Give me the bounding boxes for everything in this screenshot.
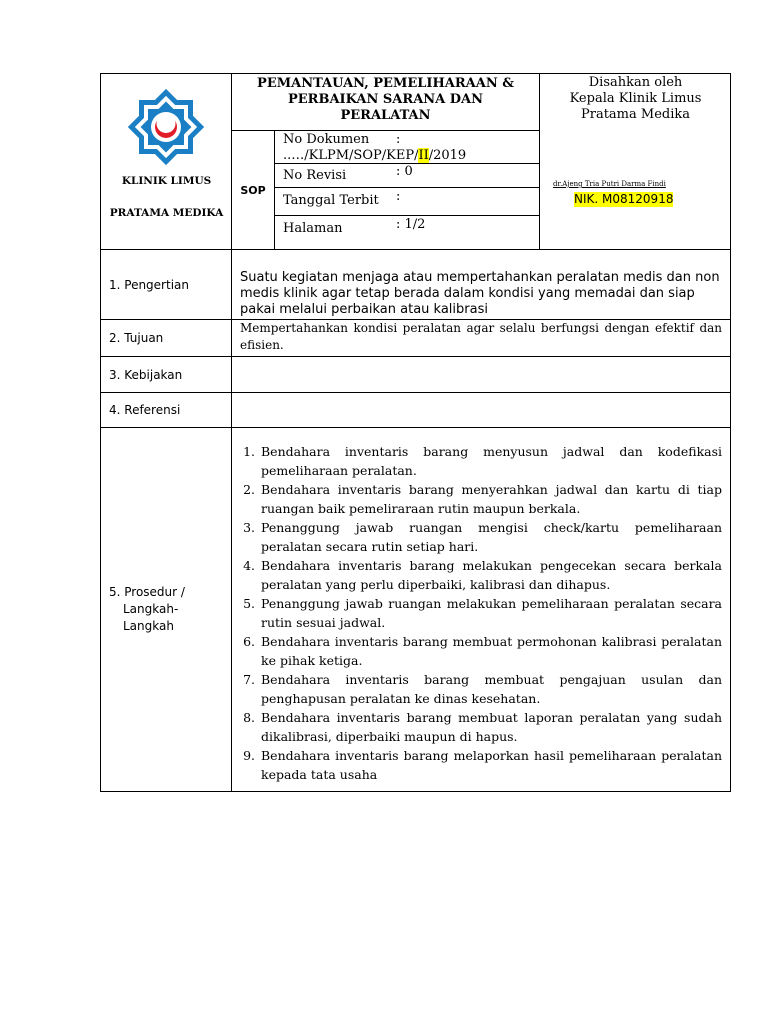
document-fields (275, 131, 540, 250)
procedure-step: 3. Penanggung jawab ruangan mengisi check/kartu pemeliharaan peralatan secara rutin setiap hari. (259, 518, 722, 556)
field-value: : 0 (396, 164, 413, 180)
field-value: : 1/2 (396, 217, 426, 233)
approval-line2: Kepala Klinik Limus (569, 91, 702, 106)
field-tanggal-terbit (275, 188, 539, 216)
section-content-kebijakan (232, 357, 731, 393)
section-content-pengertian: Suatu kegiatan menjaga atau mempertahankan peralatan medis dan non medis klinik agar tetap berada dalam kondisi yang memadai dan siap pakai melalui perbaikan atau kalibrasi (232, 250, 731, 320)
section-content-tujuan: Mempertahankan kondisi peralatan agar selalu berfungsi dengan efektif dan efisien. (232, 320, 731, 357)
sop-label: SOP (232, 131, 275, 250)
field-halaman (275, 216, 539, 247)
field-label: No Revisi (283, 168, 347, 184)
procedure-step: 9. Bendahara inventaris barang melaporkan hasil pemeliharaan peralatan kepada tata usaha (259, 746, 722, 784)
clinic-name-line2: PRATAMA MEDIKA (109, 207, 224, 219)
approval-line1: Disahkan oleh (588, 75, 683, 90)
approval-nik: NIK. M08120918 (574, 192, 674, 206)
section-label-tujuan: 2. Tujuan (101, 320, 232, 357)
field-value: : (396, 189, 401, 205)
clinic-name-line1: KLINIK LIMUS (121, 175, 212, 187)
prosedur-label-line: Langkah- (123, 602, 179, 616)
prosedur-label-line: 5. Prosedur / (109, 585, 185, 599)
procedure-steps-list (238, 442, 722, 784)
field-no-revisi (275, 164, 539, 188)
field-separator: : (396, 132, 401, 148)
procedure-step: 4. Bendahara inventaris barang melakukan pengecekan secara berkala peralatan yang perlu diperbaiki, kalibrasi dan dihapus. (259, 556, 722, 594)
field-label: No Dokumen (283, 132, 370, 148)
field-label: Halaman (283, 221, 343, 237)
field-value-highlight: II (418, 148, 429, 164)
clinic-logo-icon (126, 87, 206, 167)
procedure-step: 6. Bendahara inventaris barang membuat permohonan kalibrasi peralatan ke pihak ketiga. (259, 632, 722, 670)
section-content-prosedur (232, 428, 731, 792)
field-value-suffix: /2019 (428, 148, 467, 164)
field-label: Tanggal Terbit (283, 193, 379, 209)
procedure-step: 8. Bendahara inventaris barang membuat laporan peralatan yang sudah dikalibrasi, diperbaiki maupun di hapus. (259, 708, 722, 746)
prosedur-label-line: Langkah (123, 619, 174, 633)
section-label-referensi: 4. Referensi (101, 393, 232, 428)
procedure-step: 5. Penanggung jawab ruangan melakukan pemeliharaan peralatan secara rutin sesuai jadwal. (259, 594, 722, 632)
procedure-step: 1. Bendahara inventaris barang menyusun jadwal dan kodefikasi pemeliharaan peralatan. (259, 442, 722, 480)
procedure-step: 7. Bendahara inventaris barang membuat pengajuan usulan dan penghapusan peralatan ke dinas kesehatan. (259, 670, 722, 708)
section-label-pengertian: 1. Pengertian (101, 250, 232, 320)
section-content-referensi (232, 393, 731, 428)
section-label-prosedur (101, 428, 232, 792)
clinic-logo-cell (101, 74, 232, 250)
approval-signer: dr.Ajeng Tria Putri Darma Findi (553, 180, 666, 188)
section-label-kebijakan: 3. Kebijakan (101, 357, 232, 393)
field-value-prefix: ..…/KLPM/SOP/KEP/ (283, 148, 419, 164)
approval-line3: Pratama Medika (581, 107, 691, 122)
approval-cell (540, 74, 731, 250)
sop-document-table (100, 73, 731, 792)
procedure-step: 2. Bendahara inventaris barang menyerahkan jadwal dan kartu di tiap ruangan baik pemeliraraan rutin maupun berkala. (259, 480, 722, 518)
field-no-dokumen (275, 131, 539, 164)
document-title: PEMANTAUAN, PEMELIHARAAN & PERBAIKAN SARANA DAN PERALATAN (232, 74, 540, 131)
